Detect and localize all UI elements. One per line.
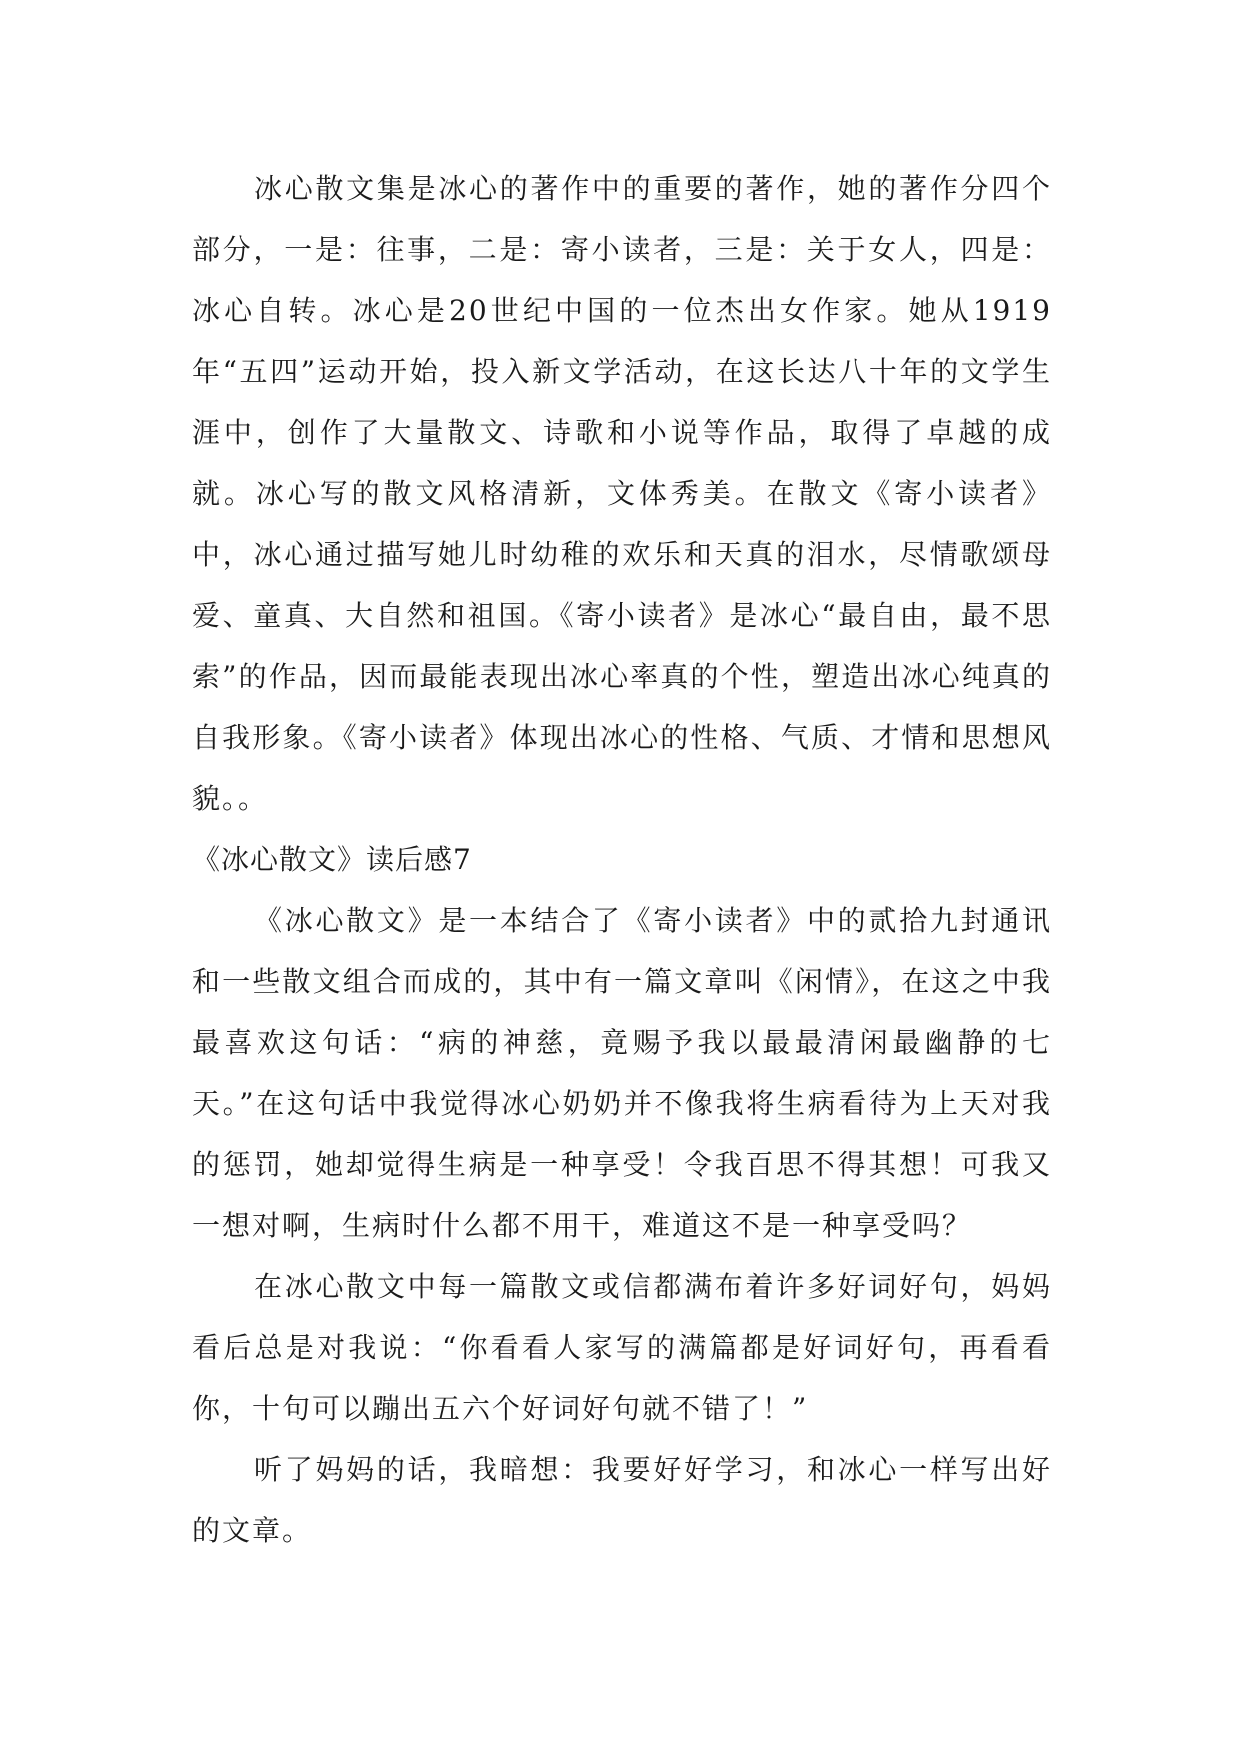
- section-heading: 《冰心散文》读后感7: [192, 843, 472, 876]
- paragraph-intro: 冰心散文集是冰心的著作中的重要的著作，她的著作分四个部分，一是：往事，二是：寄小读者，三是：关于女人，四是：冰心自转。冰心是20世纪中国的一位杰出女作家。她从1919年“五四”运动开始，投入新文学活动，在这长达八十年的文学生涯中，创作了大量散文、诗歌和小说等作品，取得了卓越的成就。冰心写的散文风格清新，文体秀美。在散文《寄小读者》中，冰心通过描写她儿时幼稚的欢乐和天真的泪水，尽情歌颂母爱、童真、大自然和祖国。《寄小读者》是冰心“最自由，最不思索”的作品，因而最能表现出冰心率真的个性，塑造出冰心纯真的自我形象。《寄小读者》体现出冰心的性格、气质、才情和思想风貌。。: [192, 172, 1052, 815]
- paragraph-3: 听了妈妈的话，我暗想：我要好好学习，和冰心一样写出好的文章。: [192, 1453, 1052, 1547]
- paragraph-2: 在冰心散文中每一篇散文或信都满布着许多好词好句，妈妈看后总是对我说：“你看看人家写的满篇都是好词好句，再看看你，十句可以蹦出五六个好词好句就不错了！”: [192, 1270, 1052, 1425]
- paragraph-1: 《冰心散文》是一本结合了《寄小读者》中的贰拾九封通讯和一些散文组合而成的，其中有一篇文章叫《闲情》，在这之中我最喜欢这句话：“病的神慈，竟赐予我以最最清闲最幽静的七天。”在这句话中我觉得冰心奶奶并不像我将生病看待为上天对我的惩罚，她却觉得生病是一种享受！令我百思不得其想！可我又一想对啊，生病时什么都不用干，难道这不是一种享受吗？: [192, 904, 1052, 1242]
- document-body: [192, 158, 1052, 1561]
